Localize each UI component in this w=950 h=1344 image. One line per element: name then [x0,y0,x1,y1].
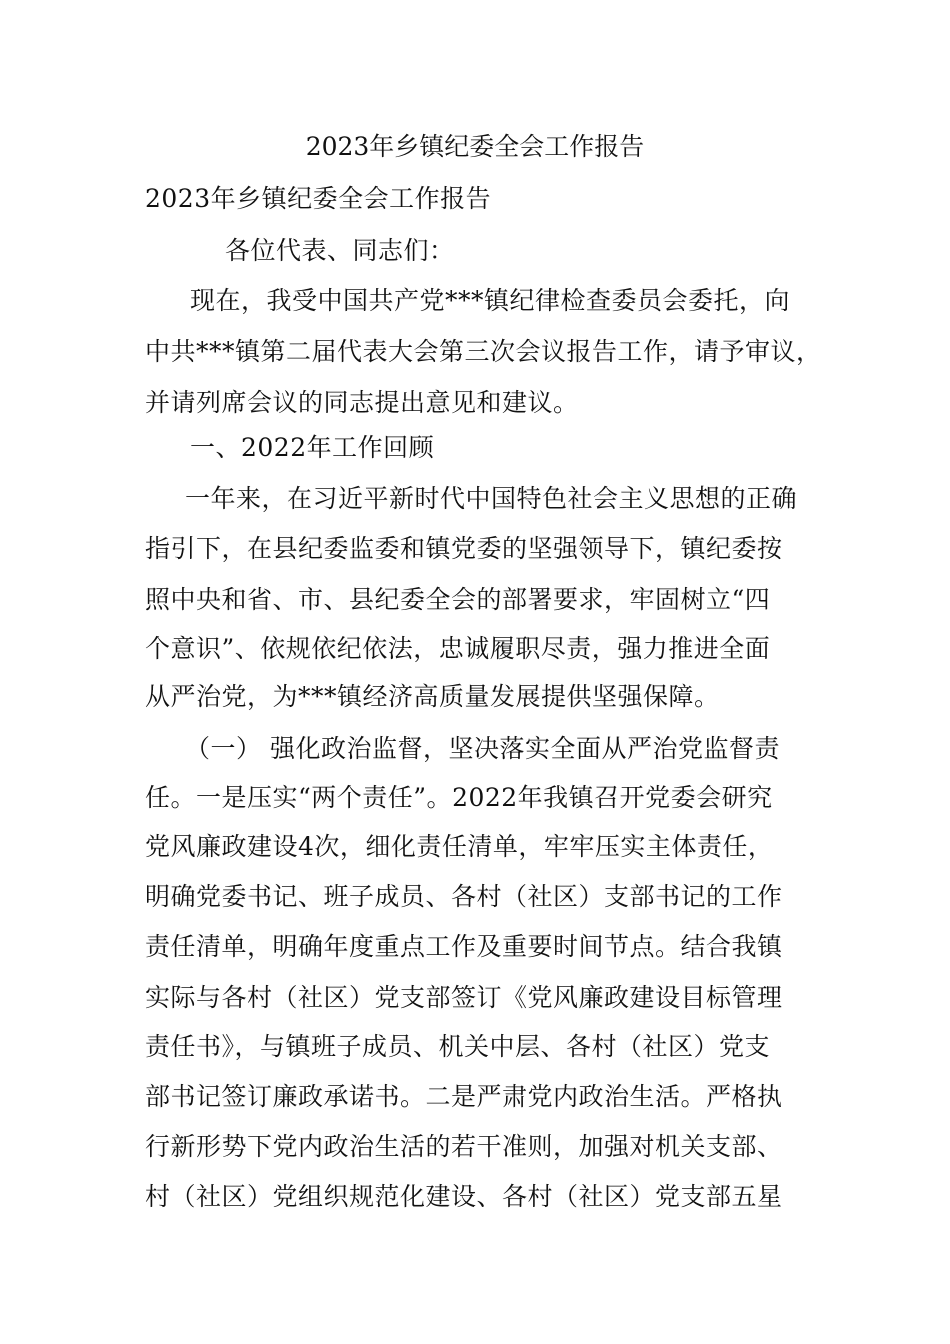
paragraph-line: 指引下，在县纪委监委和镇党委的坚强领导下，镇纪委按 [145,534,783,563]
paragraph-line: 个意识”、依规依纪依法，忠诚履职尽责，强力推进全面 [145,634,771,663]
paragraph-line: 责任清单，明确年度重点工作及重要时间节点。结合我镇 [145,932,783,961]
paragraph-line: 责任书》，与镇班子成员、机关中层、各村（社区）党支 [145,1032,771,1061]
paragraph-line: 现在，我受中国共产党***镇纪律检查委员会委托，向 [190,286,791,315]
paragraph-line: 中共***镇第二届代表大会第三次会议报告工作，请予审议， [145,337,822,366]
paragraph-line: 一年来，在习近平新时代中国特色社会主义思想的正确 [185,484,798,513]
paragraph-line: 任。一是压实“两个责任”。2022年我镇召开党委会研究 [145,783,773,812]
paragraph-line: （一） 强化政治监督，坚决落实全面从严治党监督责 [185,734,780,763]
paragraph-line: 实际与各村（社区）党支部签订《党风廉政建设目标管理 [145,983,783,1012]
paragraph-line: 党风廉政建设4次，细化责任清单，牢牢压实主体责任， [145,832,774,861]
paragraph-line: 行新形势下党内政治生活的若干准则，加强对机关支部、 [145,1132,783,1161]
paragraph-line: 从严治党，为***镇经济高质量发展提供坚强保障。 [145,682,720,711]
paragraph-line: 并请列席会议的同志提出意见和建议。 [145,388,579,417]
greeting: 各位代表、同志们： [225,236,455,265]
paragraph-line: 部书记签订廉政承诺书。二是严肃党内政治生活。严格执 [145,1082,783,1111]
document-subtitle: 2023年乡镇纪委全会工作报告 [145,184,492,213]
section-heading: 一、2022年工作回顾 [190,433,435,462]
paragraph-line: 照中央和省、市、县纪委全会的部署要求，牢固树立“四 [145,585,771,614]
document-title: 2023年乡镇纪委全会工作报告 [305,132,645,161]
paragraph-line: 明确党委书记、班子成员、各村（社区）支部书记的工作 [145,882,783,911]
paragraph-line: 村（社区）党组织规范化建设、各村（社区）党支部五星 [145,1182,783,1211]
